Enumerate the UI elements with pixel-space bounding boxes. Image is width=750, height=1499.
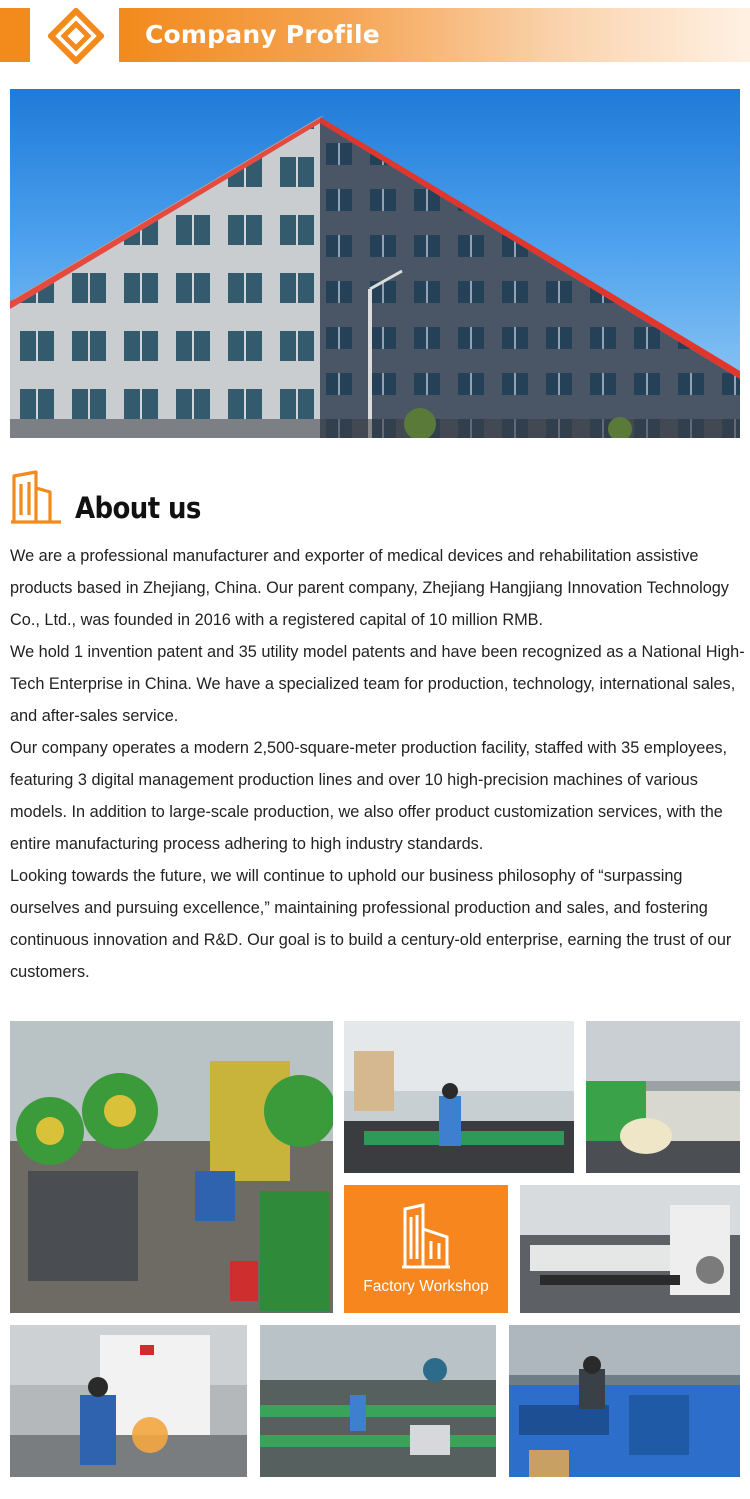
workshop-photo-blue-machines — [509, 1325, 740, 1477]
workshop-photo-saw-cutting — [10, 1325, 247, 1477]
about-paragraph-4: Looking towards the future, we will continue to uphold our business philosophy of “surpassing ourselves and pursuing excellence,” maintaining professional production and sales, and fostering continuous innovation and R&D. Our goal is to build a century-old enterprise, earning the trust of our customers. — [10, 867, 732, 981]
about-paragraph-2: We hold 1 invention patent and 35 utility model patents and have been recognized as a National High-Tech Enterprise in China. We have a specialized team for production, technology, international sales, and after-sales service. — [10, 643, 745, 725]
company-building-photo — [10, 89, 740, 438]
workshop-photo-molding-machine — [586, 1021, 740, 1173]
factory-icon — [401, 1203, 451, 1269]
factory-workshop-tile — [344, 1185, 508, 1313]
about-us-heading: About us — [75, 492, 201, 526]
about-paragraph-1: We are a professional manufacturer and exporter of medical devices and rehabilitation assistive products based in Zhejiang, China. Our parent company, Zhejiang Hangjiang Innovation Technology Co., Ltd., was founded in 2016 with a registered capital of 10 million RMB. — [10, 547, 729, 629]
header-title-bar — [119, 8, 750, 62]
about-us-body — [10, 540, 746, 988]
page-title: Company Profile — [145, 20, 380, 49]
workshop-photo-press-machines — [10, 1021, 333, 1313]
factory-workshop-label: Factory Workshop — [363, 1278, 489, 1295]
workshop-photo-assembly-line — [344, 1021, 574, 1173]
building-icon — [10, 470, 62, 524]
about-paragraph-3: Our company operates a modern 2,500-square-meter production facility, staffed with 35 employees, featuring 3 digital management production lines and over 10 high-precision machines of various models. In addition to large-scale production, we also offer product customization services, with the entire manufacturing process adhering to high industry standards. — [10, 739, 728, 853]
diamond-logo-icon — [48, 8, 104, 64]
workshop-photo-production-floor — [260, 1325, 496, 1477]
workshop-photo-laser-cutter — [520, 1185, 740, 1313]
header-accent-block — [0, 8, 30, 62]
